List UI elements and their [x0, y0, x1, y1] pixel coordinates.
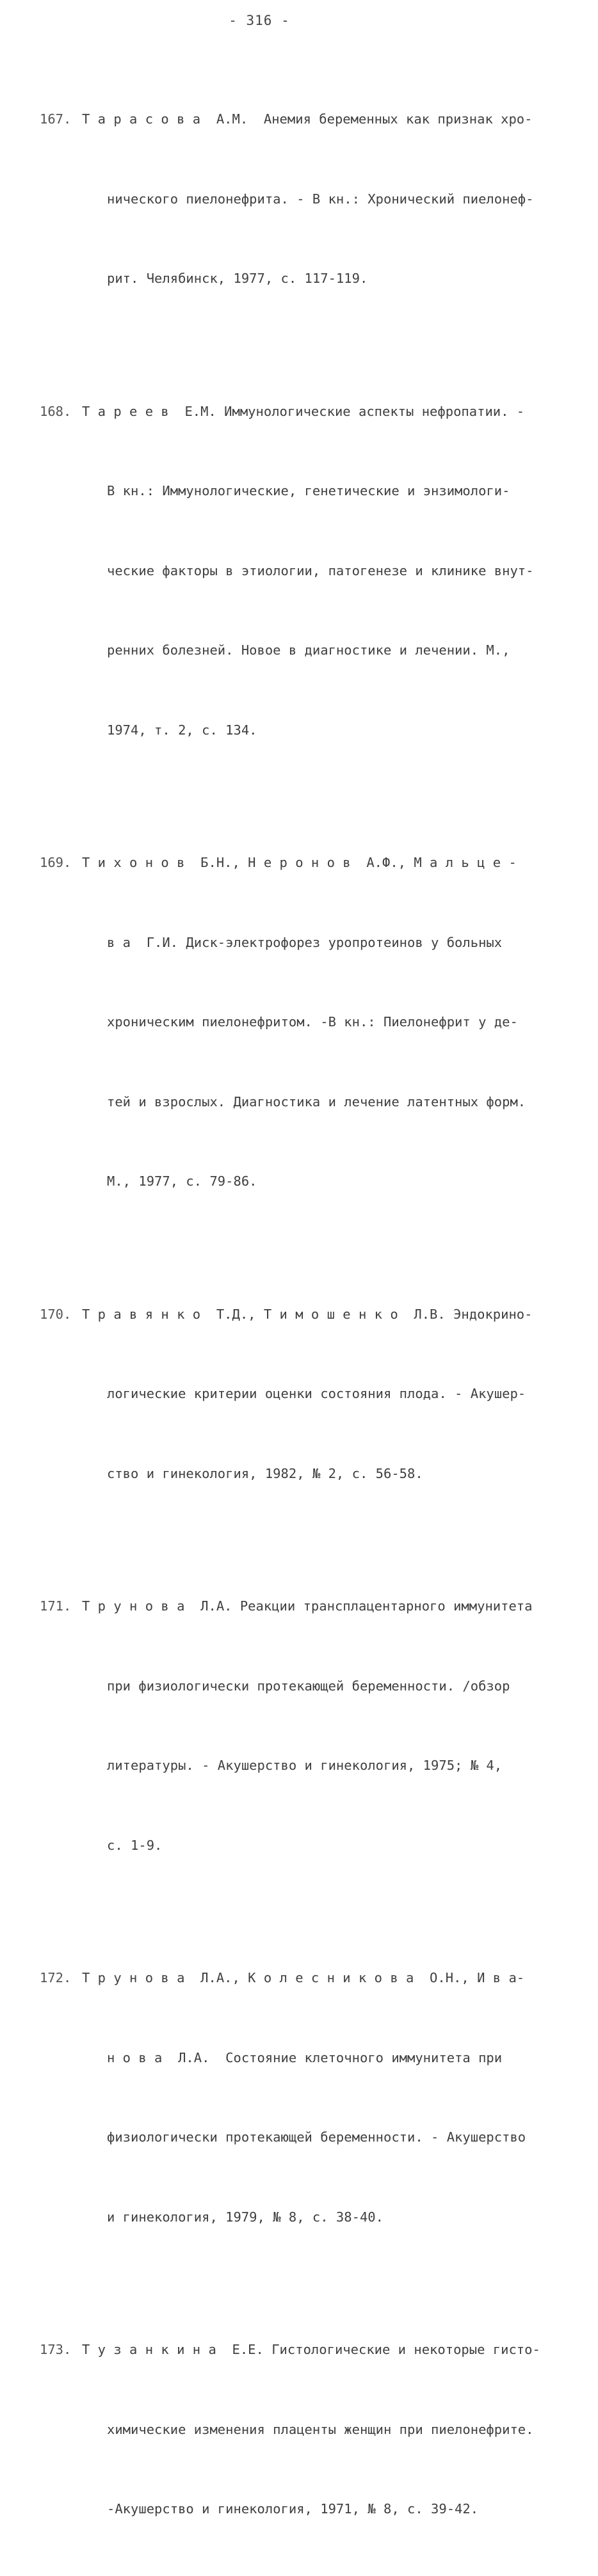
reference-item-173: [40, 2284, 565, 2576]
reference-line: литературы. - Акушерство и гинекология, 1975; № 4,: [107, 1758, 503, 1773]
reference-number: 168.: [40, 403, 72, 419]
reference-item-169: [40, 797, 565, 1248]
reference-line: при физиологически протекающей беременности. /обзор: [107, 1678, 510, 1694]
page-number: - 316 -: [229, 13, 290, 28]
reference-line: тей и взрослых. Диагностика и лечение латентных форм.: [107, 1093, 526, 1109]
reference-text: Т и х о н о в Б.Н., Н е р о н о в А.Ф., М а л ь ц е -: [82, 855, 517, 870]
reference-text: Т у з а н к и н а Е.Е. Гистологические и некоторые гисто-: [82, 2342, 540, 2357]
reference-line: в а Г.И. Диск-электрофорез уропротеинов у больных: [107, 934, 503, 950]
reference-item-172: [40, 1912, 565, 2284]
reference-line: хроническим пиелонефритом. -В кн.: Пиелонефрит у де-: [107, 1014, 518, 1030]
reference-text: Т р а в я н к о Т.Д., Т и м о ш е н к о Л.В. Эндокрино-: [82, 1306, 533, 1322]
reference-line: В кн.: Иммунологические, генетические и энзимологи-: [107, 483, 510, 498]
reference-number: 172.: [40, 1970, 72, 1985]
reference-number: 171.: [40, 1598, 72, 1614]
reference-item-170: [40, 1248, 565, 1541]
reference-line: химические изменения плаценты женщин при пиелонефрите.: [107, 2421, 534, 2437]
reference-line: [40, 2337, 565, 2364]
reference-text: Т р у н о в а Л.А., К о л е с н и к о в а О.Н., И в а-: [82, 1970, 525, 1985]
reference-line: [40, 399, 565, 425]
reference-line: и гинекология, 1979, № 8, с. 38-40.: [107, 2209, 384, 2225]
reference-line: [40, 1301, 565, 1328]
reference-line: физиологически протекающей беременности. - Акушерство: [107, 2129, 526, 2145]
reference-line: ческие факторы в этиологии, патогенезе и клинике внут-: [107, 562, 534, 578]
reference-line: 1974, т. 2, с. 134.: [107, 722, 257, 738]
reference-line: ренних болезней. Новое в диагностике и лечении. М.,: [107, 642, 510, 658]
reference-text: Т а р а с о в а А.М. Анемия беременных как признак хро-: [82, 111, 533, 127]
reference-list: [40, 53, 565, 2576]
reference-line: н о в а Л.А. Состояние клеточного иммунитета при: [107, 2049, 503, 2065]
reference-text: Т а р е е в Е.М. Иммунологические аспекты нефропатии. -: [82, 403, 525, 419]
reference-item-171: [40, 1540, 565, 1912]
reference-line: с. 1-9.: [107, 1837, 163, 1853]
reference-item-168: [40, 346, 565, 797]
reference-line: М., 1977, с. 79-86.: [107, 1173, 257, 1189]
reference-line: -Акушерство и гинекология, 1971, № 8, с. 39-42.: [107, 2501, 479, 2516]
reference-number: 170.: [40, 1306, 72, 1322]
reference-line: логические критерии оценки состояния плода. - Акушер-: [107, 1386, 526, 1401]
reference-line: [40, 850, 565, 877]
reference-text: Т р у н о в а Л.А. Реакции трансплацентарного иммунитета: [82, 1598, 533, 1614]
reference-number: 169.: [40, 855, 72, 870]
reference-line: [40, 106, 565, 133]
reference-line: ство и гинекология, 1982, № 2, с. 56-58.: [107, 1465, 423, 1481]
reference-line: [40, 1593, 565, 1620]
reference-line: нического пиелонефрита. - В кн.: Хронический пиелонеф-: [107, 191, 534, 207]
reference-item-167: [40, 53, 565, 346]
reference-line: [40, 1965, 565, 1992]
reference-number: 167.: [40, 111, 72, 127]
reference-number: 173.: [40, 2342, 72, 2357]
reference-line: рит. Челябинск, 1977, с. 117-119.: [107, 271, 368, 286]
